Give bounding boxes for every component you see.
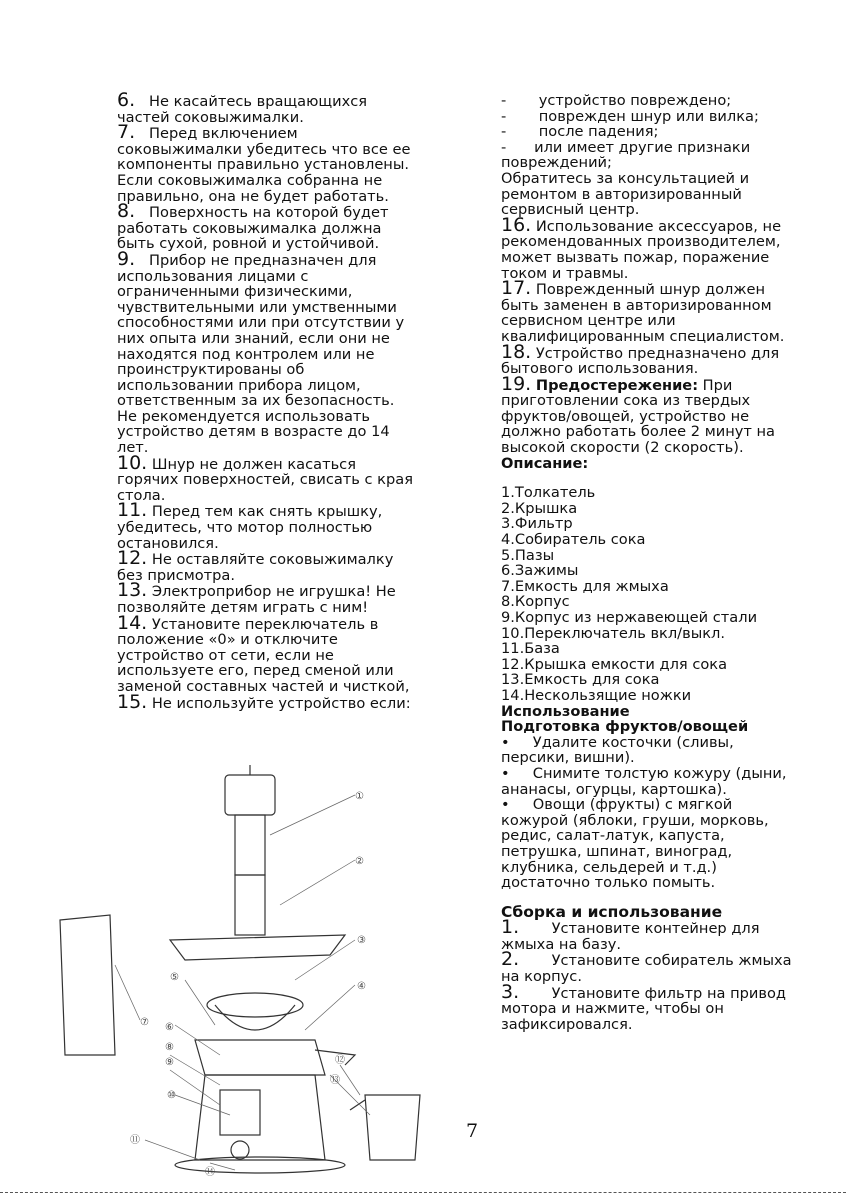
assembly-heading: Сборка и использование xyxy=(501,902,723,921)
juicer-exploded-diagram xyxy=(55,765,445,1180)
prep-list xyxy=(501,735,801,891)
usage-heading: Использование xyxy=(501,702,630,720)
callout-4: ④ xyxy=(357,981,366,992)
page-number: 7 xyxy=(466,1120,479,1142)
right-paragraph: - после падения; xyxy=(501,123,659,141)
parts-item: 1.Толкатель xyxy=(501,484,596,502)
callout-10: ⑩ xyxy=(167,1090,176,1101)
callout-14: ⑭ xyxy=(205,1167,215,1178)
callout-2: ② xyxy=(355,856,364,867)
parts-item: 3.Фильтр xyxy=(501,515,573,533)
left-paragraph: 7. Перед включением соковыжималки убедитесь что все ее компоненты правильно установлены. Если соковыжималка собранна не правильно, она не будет работать. xyxy=(117,121,411,205)
parts-item: 13.Емкость для сока xyxy=(501,671,660,689)
parts-item: 5.Пазы xyxy=(501,546,555,564)
assembly-item: 1. Установите контейнер для жмыха на базу. xyxy=(501,916,760,953)
assembly-item: 3. Установите фильтр на привод мотора и нажмите, чтобы он зафиксировался. xyxy=(501,980,786,1033)
right-paragraph: - или имеет другие признаки повреждений; xyxy=(501,138,751,172)
left-paragraph: 6. Не касайтесь вращающихся частей соковыжималки. xyxy=(117,89,368,126)
parts-item: 2.Крышка xyxy=(501,499,578,517)
parts-item: 4.Собиратель сока xyxy=(501,531,646,549)
callout-3: ③ xyxy=(357,935,366,946)
left-paragraph: 15. Не используйте устройство если: xyxy=(117,690,411,713)
right-paragraph: 19. Предостережение: При приготовлении сока из твердых фруктов/овощей, устройство не должно работать более 2 минут на высокой скорости (2 скорость). xyxy=(501,372,775,457)
right-paragraph: - поврежден шнур или вилка; xyxy=(501,107,759,125)
callout-12: ⑫ xyxy=(335,1055,345,1066)
parts-item: 7.Емкость для жмыха xyxy=(501,577,669,595)
parts-item: 11.База xyxy=(501,640,560,658)
bottom-rule xyxy=(0,1192,846,1193)
parts-item: 14.Нескользящие ножки xyxy=(501,686,692,704)
left-paragraph: 11. Перед тем как снять крышку, убедитесь, что мотор полностью остановился. xyxy=(117,499,383,552)
right-paragraph: - устройство повреждено; xyxy=(501,92,732,109)
parts-item: 10.Переключатель вкл/выкл. xyxy=(501,624,726,642)
prep-heading: Подготовка фруктов/овощей xyxy=(501,718,749,736)
left-paragraph: 8. Поверхность на которой будет работать соковыжималка должна быть сухой, ровной и устойчивой. xyxy=(117,200,389,253)
parts-item: 6.Зажимы xyxy=(501,562,579,580)
left-paragraph: 10. Шнур не должен касаться горячих поверхностей, свисать с края стола. xyxy=(117,451,413,504)
right-intro xyxy=(501,93,801,471)
left-paragraph: 12. Не оставляйте соковыжималку без присмотра. xyxy=(117,547,394,584)
right-paragraph: 16. Использование аксессуаров, не рекомендованных производителем, может вызвать пожар, поражение током и травмы. xyxy=(501,213,782,282)
callout-7: ⑦ xyxy=(140,1017,149,1028)
callout-11: ⑪ xyxy=(130,1135,140,1146)
left-paragraph: 9. Прибор не предназначен для использования лицами с ограниченными физическими, чувствительными или умственными способностями или при отсутствии у них опыта или знаний, если они не находятся под контролем или не проинструктированы об использовании прибора лицом, ответственным за их безопасность. Не рекомендуется использовать устройство детям в возрасте до 14 лет. xyxy=(117,247,405,457)
right-paragraph: Обратитесь за консультацией и ремонтом в авторизированный сервисный центр. xyxy=(501,169,750,219)
juicer-drawing xyxy=(55,765,445,1180)
assembly-item: 2. Установите собиратель жмыха на корпус. xyxy=(501,948,792,986)
right-paragraph: Описание: xyxy=(501,454,589,472)
callout-9: ⑨ xyxy=(165,1057,174,1068)
right-paragraph: 18. Устройство предназначено для бытового использования. xyxy=(501,340,780,378)
assembly-list xyxy=(501,916,801,1033)
left-paragraph: 13. Электроприбор не игрушка! Не позволяйте детям играть с ним! xyxy=(117,579,396,616)
parts-item: 8.Корпус xyxy=(501,593,570,611)
callout-1: ① xyxy=(355,791,364,802)
prep-item: • Овощи (фрукты) с мягкой кожурой (яблоки, груши, морковь, редис, салат-латук, капуста, петрушка, шпинат, виноград, клубника, сельдерей и т.д.) достаточно только помыть. xyxy=(501,796,769,892)
parts-list xyxy=(501,485,801,703)
callout-6: ⑥ xyxy=(165,1022,174,1033)
left-column xyxy=(117,89,417,713)
callout-8: ⑧ xyxy=(165,1042,174,1053)
callout-13: ⑬ xyxy=(330,1075,340,1086)
parts-item: 12.Крышка емкости для сока xyxy=(501,655,728,673)
prep-item: • Удалите косточки (сливы, персики, вишни). xyxy=(501,733,734,767)
right-paragraph: 17. Поврежденный шнур должен быть заменен в авторизированном сервисном центре или квалифицированным специалистом. xyxy=(501,277,785,345)
left-paragraph: 14. Установите переключатель в положение «0» и отключите устройство от сети, если не используете его, перед сменой или заменой составных частей и чисткой, xyxy=(117,611,410,695)
parts-item: 9.Корпус из нержавеющей стали xyxy=(501,609,758,626)
prep-item: • Снимите толстую кожуру (дыни, ананасы, огурцы, картошка). xyxy=(501,764,787,798)
callout-5: ⑤ xyxy=(170,972,179,983)
right-column xyxy=(501,93,801,1032)
